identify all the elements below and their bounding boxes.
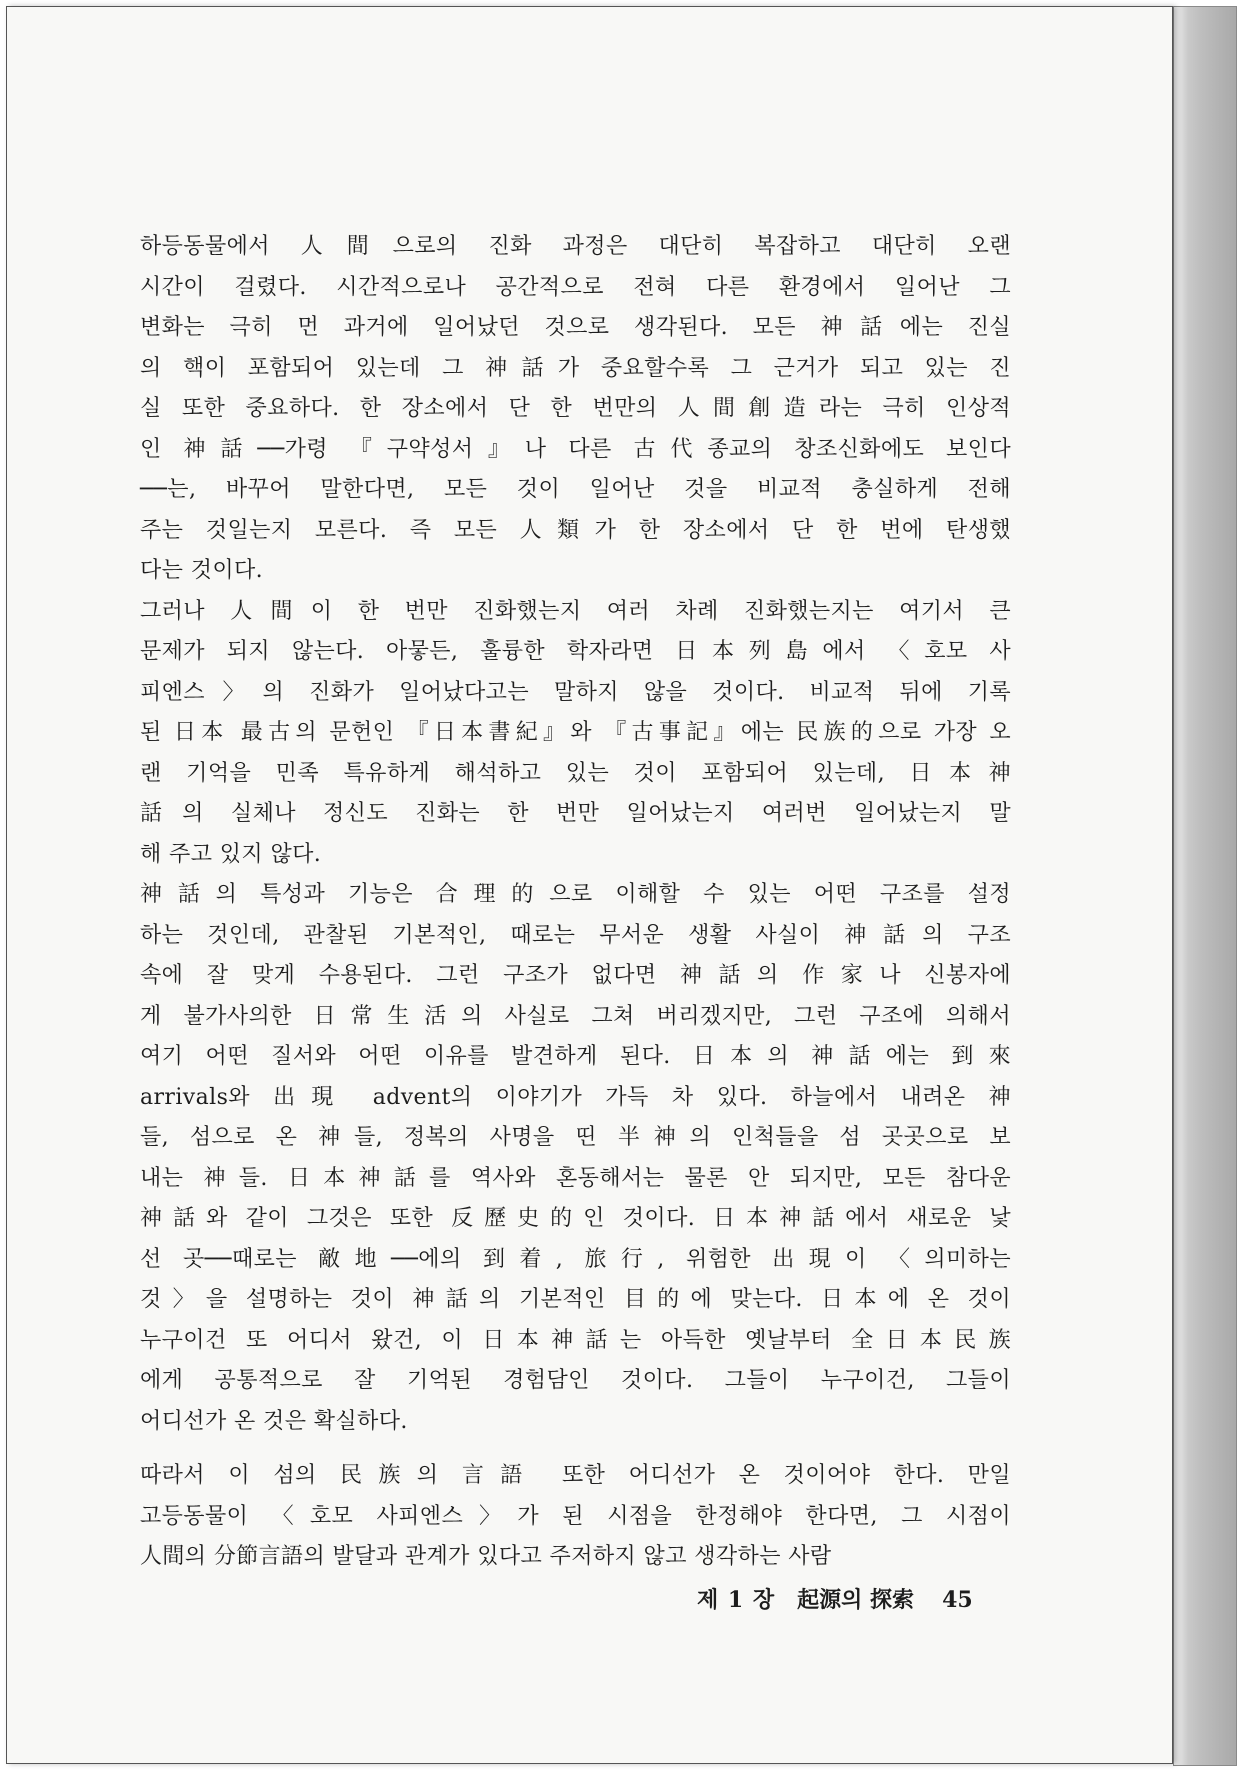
running-footer xyxy=(697,1583,973,1614)
text-line: 피엔스〉의 진화가 일어났다고는 말하지 않을 것이다. 비교적 뒤에 기록 xyxy=(140,679,1011,705)
text-line: 다는 것이다. xyxy=(140,558,264,583)
text-line: 에게 공통적으로 잘 기억된 경험담인 것이다. 그들이 누구이건, 그들이 xyxy=(140,1368,1011,1393)
text-line: 주는 것일는지 모른다. 즉 모든 人類가 한 장소에서 단 한 번에 탄생했 xyxy=(140,517,1011,543)
text-line: 된 日本 最古의 문헌인 『日本書紀』와 『古事記』에는 民族的으로 가장 오 xyxy=(140,720,1011,745)
text-line: 話의 실체나 정신도 진화는 한 번만 일어났는지 여러번 일어났는지 말 xyxy=(140,801,1011,826)
text-line: 神話의 특성과 기능은 合理的으로 이해할 수 있는 어떤 구조를 설정 xyxy=(140,882,1011,907)
text-line: 하등동물에서 人間으로의 진화 과정은 대단히 복잡하고 대단히 오랜 xyxy=(140,234,1011,259)
chapter-label: 제 1 장 xyxy=(697,1587,776,1613)
text-line: 어디선가 온 것은 확실하다. xyxy=(140,1408,408,1434)
text-line: 그러나 人間이 한 번만 진화했는지 여러 차례 진화했는지는 여기서 큰 xyxy=(140,598,1011,624)
text-line: 내는 神들. 日本神話를 역사와 혼동해서는 물론 안 되지만, 모든 참다운 xyxy=(140,1165,1011,1191)
page-number: 45 xyxy=(942,1587,973,1613)
paragraph xyxy=(140,227,1011,592)
text-line: 누구이건 또 어디서 왔건, 이 日本神話는 아득한 옛날부터 全日本民族 xyxy=(140,1327,1011,1353)
paragraph-gap xyxy=(140,1442,1011,1456)
text-line: 인 神話──가령 『구약성서』나 다른 古代종교의 창조신화에도 보인다 xyxy=(140,436,1011,462)
page-edge-stack xyxy=(1173,6,1237,1766)
paragraph xyxy=(140,592,1011,876)
text-line: 속에 잘 맞게 수용된다. 그런 구조가 없다면 神話의 作家나 신봉자에 xyxy=(140,963,1011,988)
text-line: 들, 섬으로 온 神들, 정복의 사명을 띤 半神의 인척들을 섬 곳곳으로 보 xyxy=(140,1125,1011,1150)
paragraph xyxy=(140,1456,1011,1578)
body-text xyxy=(140,227,1011,1578)
text-line: ──는, 바꾸어 말한다면, 모든 것이 일어난 것을 비교적 충실하게 전해 xyxy=(140,477,1011,502)
chapter-title: 起源의 探索 xyxy=(797,1587,915,1613)
paragraph xyxy=(140,875,1011,1442)
text-line: 선 곳──때로는 敵地──에의 到着, 旅行, 위험한 出現이 〈의미하는 xyxy=(140,1246,1011,1272)
text-line: 여기 어떤 질서와 어떤 이유를 발견하게 된다. 日本의 神話에는 到來 xyxy=(140,1044,1011,1069)
text-line: 것〉을 설명하는 것이 神話의 기본적인 目的에 맞는다. 日本에 온 것이 xyxy=(140,1287,1011,1312)
text-line: 변화는 극히 먼 과거에 일어났던 것으로 생각된다. 모든 神話에는 진실 xyxy=(140,315,1011,340)
text-line: 人間의 分節言語의 발달과 관계가 있다고 주저하지 않고 생각하는 사람 xyxy=(140,1544,832,1569)
text-line: 神話와 같이 그것은 또한 反歷史的인 것이다. 日本神話에서 새로운 낯 xyxy=(140,1206,1011,1231)
text-line: 따라서 이 섬의 民族의 言語 또한 어디선가 온 것이어야 한다. 만일 xyxy=(140,1463,1011,1488)
text-line: 실 또한 중요하다. 한 장소에서 단 한 번만의 人間創造라는 극히 인상적 xyxy=(140,396,1011,421)
text-line: 해 주고 있지 않다. xyxy=(140,841,322,867)
text-line: 랜 기억을 민족 특유하게 해석하고 있는 것이 포함되어 있는데, 日本神 xyxy=(140,760,1011,786)
text-line: arrivals와 出現 advent의 이야기가 가득 차 있다. 하늘에서 내려온 神 xyxy=(140,1084,1011,1110)
text-line: 문제가 되지 않는다. 아뭏든, 훌륭한 학자라면 日本列島에서 〈호모 사 xyxy=(140,639,1011,664)
text-line: 하는 것인데, 관찰된 기본적인, 때로는 무서운 생활 사실이 神話의 구조 xyxy=(140,922,1011,948)
text-line: 의 핵이 포함되어 있는데 그 神話가 중요할수록 그 근거가 되고 있는 진 xyxy=(140,355,1011,381)
book-page xyxy=(6,6,1173,1764)
text-line: 시간이 걸렸다. 시간적으로나 공간적으로 전혀 다른 환경에서 일어난 그 xyxy=(140,274,1011,300)
text-line: 게 불가사의한 日常生活의 사실로 그쳐 버리겠지만, 그런 구조에 의해서 xyxy=(140,1003,1011,1029)
text-line: 고등동물이 〈호모 사피엔스〉가 된 시점을 한정해야 한다면, 그 시점이 xyxy=(140,1503,1011,1529)
